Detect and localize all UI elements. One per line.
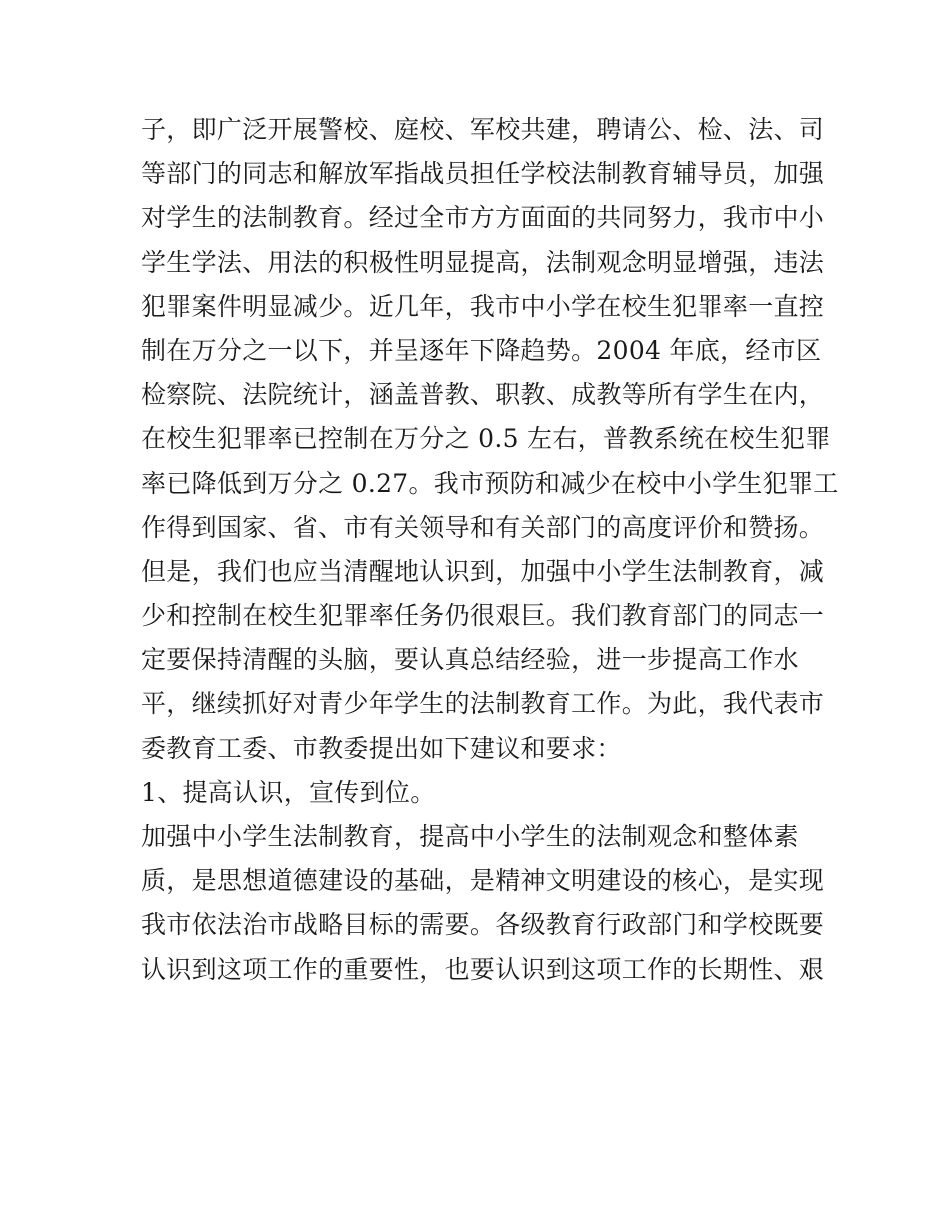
text-line: 少和控制在校生犯罪率任务仍很艰巨。我们教育部门的同志一 — [141, 601, 825, 631]
text-line: 但是，我们也应当清醒地认识到，加强中小学生法制教育，减 — [141, 556, 825, 586]
text-line: 犯罪案件明显减少。近几年，我市中小学在校生犯罪率一直控 — [141, 291, 825, 321]
text-line: 我市依法治市战略目标的需要。各级教育行政部门和学校既要 — [141, 910, 825, 940]
text-line: 检察院、法院统计，涵盖普教、职教、成教等所有学生在内， — [141, 380, 825, 410]
text-line: 率已降低到万分之 0.27。我市预防和减少在校中小学生犯罪工 — [141, 468, 839, 498]
text-line: 定要保持清醒的头脑，要认真总结经验，进一步提高工作水 — [141, 645, 799, 675]
text-line: 等部门的同志和解放军指战员担任学校法制教育辅导员，加强 — [141, 159, 825, 189]
text-line: 学生学法、用法的积极性明显提高，法制观念明显增强，违法 — [141, 247, 825, 277]
text-line: 作得到国家、省、市有关领导和有关部门的高度评价和赞扬。 — [141, 512, 825, 542]
text-line: 质，是思想道德建设的基础，是精神文明建设的核心，是实现 — [141, 866, 825, 896]
text-line: 在校生犯罪率已控制在万分之 0.5 左右，普教系统在校生犯罪 — [141, 424, 831, 454]
text-line: 加强中小学生法制教育，提高中小学生的法制观念和整体素 — [141, 822, 799, 851]
text-line: 对学生的法制教育。经过全市方方面面的共同努力，我市中小 — [141, 203, 825, 233]
text-line: 委教育工委、市教委提出如下建议和要求： — [141, 733, 622, 763]
text-line: 认识到这项工作的重要性，也要认识到这项工作的长期性、艰 — [141, 954, 825, 984]
text-line: 子，即广泛开展警校、庭校、军校共建，聘请公、检、法、司 — [141, 115, 825, 144]
text-line: 平，继续抓好对青少年学生的法制教育工作。为此，我代表市 — [141, 689, 825, 719]
document-body — [141, 108, 839, 992]
text-line: 制在万分之一以下，并呈逐年下降趋势。2004 年底，经市区 — [141, 335, 822, 365]
section-heading: 1、提高认识，宣传到位。 — [141, 777, 436, 807]
